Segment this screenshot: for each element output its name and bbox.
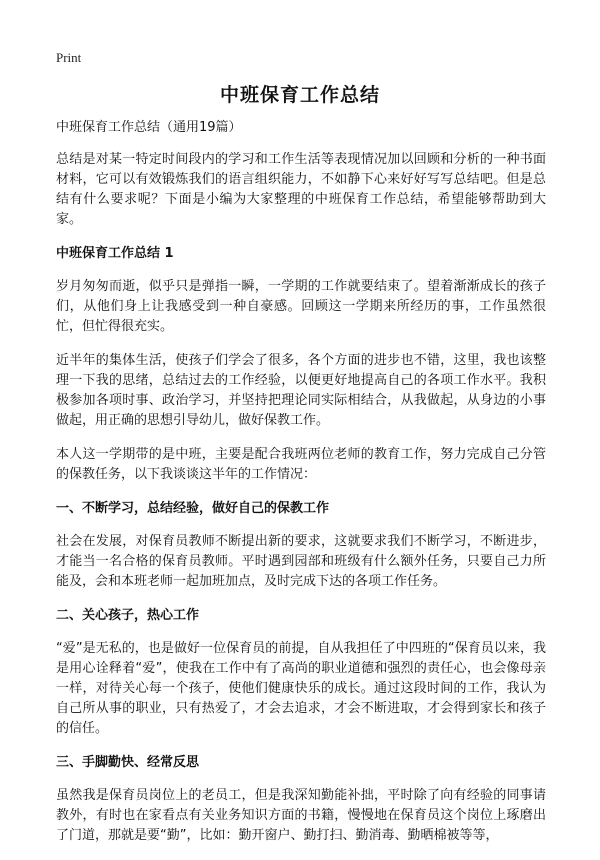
document-body [56, 118, 546, 860]
document-subtitle: 中班保育工作总结（通用19篇） [56, 120, 242, 135]
body-paragraph: 岁月匆匆而逝，似乎只是弹指一瞬，一学期的工作就要结束了。望着渐渐成长的孩子们，从他们身上让我感受到一种自豪感。回顾这一学期来所经历的事，工作虽然很忙，但忙得很充实。 [56, 279, 546, 334]
body-paragraph: 本人这一学期带的是中班，主要是配合我班两位老师的教育工作，努力完成自己分管的保教任务，以下我谈谈这半年的工作情况： [56, 447, 546, 482]
body-paragraph: 近半年的集体生活，使孩子们学会了很多，各个方面的进步也不错，这里，我也该整理一下我的思绪，总结过去的工作经验，以便更好地提高自己的各项工作水平。我积极参加各项时事、政治学习，并坚持把理论同实际相结合，从我做起，从身边的小事做起，用正确的思想引导幼儿，做好保教工作。 [56, 353, 546, 428]
body-paragraph: “爱”是无私的，也是做好一位保育员的前提，自从我担任了中四班的“保育员以来，我是用心诠释着“爱”，使我在工作中有了高尚的职业道德和强烈的责任心，也会像母亲一样，对待关心每一个孩子，使他们健康快乐的成长。通过这段时间的工作，我认为自己所从事的职业，只有热爱了，才会去追求，才会不断进取，才会得到家长和孩子的信任。 [56, 641, 546, 736]
body-paragraph: 虽然我是保育员岗位上的老员工，但是我深知勤能补拙，平时除了向有经验的同事请教外，有时也在家看点有关业务知识方面的书籍，慢慢地在保育员这个岗位上琢磨出了门道，那就是要“勤”，比如：勤开窗户、勤打扫、勤消毒、勤晒棉被等等， [56, 788, 546, 843]
page-title: 中班保育工作总结 [219, 84, 380, 106]
intro-paragraph: 总结是对某一特定时间段内的学习和工作生活等表现情况加以回顾和分析的一种书面材料，它可以有效锻炼我们的语言组织能力，不如静下心来好好写写总结吧。但是总结有什么要求呢？下面是小编为大家整理的中班保育工作总结，希望能够帮助到大家。 [56, 152, 546, 227]
subsection-heading: 一、不断学习，总结经验，做好自己的保教工作 [56, 501, 330, 516]
print-label: Print [56, 50, 82, 65]
subsection-heading: 三、手脚勤快、经常反思 [56, 755, 200, 770]
body-paragraph: 社会在发展，对保育员教师不断提出新的要求，这就要求我们不断学习，不断进步，才能当一名合格的保育员教师。平时遇到园部和班级有什么额外任务，只要自己力所能及，会和本班老师一起加班加点，及时完成下达的各项工作任务。 [56, 534, 546, 589]
subsection-heading: 二、关心孩子，热心工作 [56, 608, 200, 623]
section-heading: 中班保育工作总结 1 [56, 246, 174, 261]
